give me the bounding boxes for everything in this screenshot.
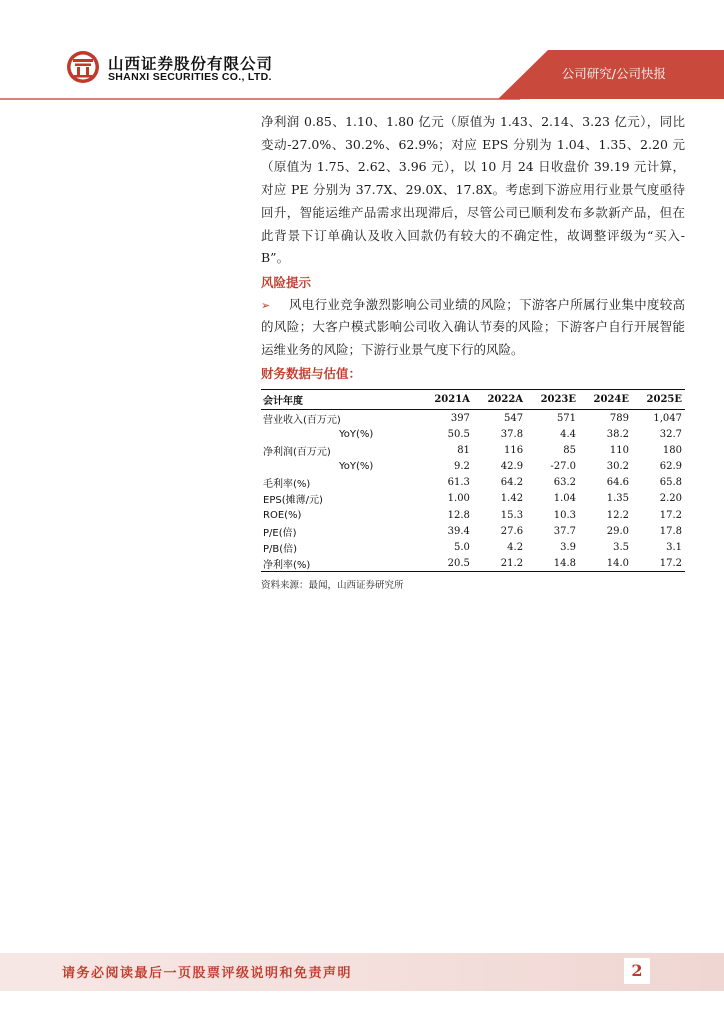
risk-paragraph xyxy=(261,294,685,362)
table-cell: 37.8 xyxy=(500,428,524,440)
bullet-arrow-icon: ➢ xyxy=(261,298,271,312)
table-header-row xyxy=(261,390,685,410)
table-cell: 50.5 xyxy=(447,428,470,440)
table-cell: 110 xyxy=(609,444,629,456)
table-cell: 2.20 xyxy=(659,493,682,505)
table-cell: 21.2 xyxy=(473,556,526,572)
financial-table xyxy=(261,389,685,572)
report-type-label: 公司研究/公司快报 xyxy=(561,66,666,81)
row-label: P/B(倍) xyxy=(263,544,298,556)
risk-section-title: 风险提示 xyxy=(261,274,312,290)
table-cell: 12.2 xyxy=(606,509,629,521)
table-row xyxy=(261,475,685,491)
column-header: 2022A xyxy=(473,390,526,410)
row-label: EPS(摊薄/元) xyxy=(263,495,323,507)
table-row xyxy=(261,523,685,539)
table-cell: 65.8 xyxy=(659,477,682,489)
table-row xyxy=(261,442,685,458)
table-cell: 4.4 xyxy=(560,428,577,440)
table-row xyxy=(261,458,685,474)
table-cell: 3.9 xyxy=(560,542,577,554)
table-cell: 789 xyxy=(609,412,629,424)
table-cell: 85 xyxy=(563,444,577,456)
table-cell: 81 xyxy=(457,444,470,456)
table-cell: 42.9 xyxy=(500,461,524,473)
table-cell: -27.0 xyxy=(550,461,577,473)
row-label: 营业收入(百万元) xyxy=(263,414,341,426)
table-cell: 32.7 xyxy=(659,428,682,440)
table-body xyxy=(261,410,685,572)
row-label: 净利润(百万元) xyxy=(263,446,331,458)
table-cell: 17.2 xyxy=(632,556,685,572)
column-header: 2025E xyxy=(632,390,685,410)
table-cell: 397 xyxy=(450,412,470,424)
company-name-cn: 山西证券股份有限公司 xyxy=(108,55,274,73)
table-cell: 180 xyxy=(662,444,682,456)
table-cell: 62.9 xyxy=(659,461,682,473)
risk-text: 风电行业竞争激烈影响公司业绩的风险；下游客户所属行业集中度较高的风险；大客户模式影响公司收入确认节奏的风险；下游客户自行开展智能运维业务的风险；下游行业景气度下行的风险。 xyxy=(261,296,685,357)
table-cell: 14.8 xyxy=(526,556,579,572)
table-row xyxy=(261,556,685,572)
table-cell: 1,047 xyxy=(653,412,682,424)
table-cell: 15.3 xyxy=(500,509,524,521)
footer-disclaimer: 请务必阅读最后一页股票评级说明和免责声明 xyxy=(62,966,353,981)
table-cell: 30.2 xyxy=(606,461,629,473)
table-cell: 3.1 xyxy=(666,542,682,554)
table-row xyxy=(261,539,685,555)
company-name-en: SHANXI SECURITIES CO., LTD. xyxy=(108,71,272,83)
valuation-paragraph: 净利润 0.85、1.10、1.80 亿元（原值为 1.43、2.14、3.23 亿元），同比变动-27.0%、30.2%、62.9%；对应 EPS 分别为 1.04、1.35、2.20 元（原值为 1.75、2.62、3.96 元），以 10 月 24 日收盘价 39.19 元计算，对应 PE 分别为 37.7X、29.0X、17.8X。考虑到下游应用行业景气度亟待回升，智能运维产品需求出现滞后，尽管公司已顺利发布多款新产品，但在此背景下订单确认及收入回款仍有较大的不确定性，故调整评级为“买入-B”。 xyxy=(261,114,685,266)
row-label: 毛利率(%) xyxy=(263,479,311,491)
table-cell: 1.35 xyxy=(606,493,629,505)
table-cell: 1.00 xyxy=(447,493,470,505)
column-header: 2024E xyxy=(579,390,632,410)
header-banner xyxy=(0,0,724,100)
row-label: YoY(%) xyxy=(339,428,374,440)
table-cell: 14.0 xyxy=(579,556,632,572)
source-note: 资料来源：最闻，山西证券研究所 xyxy=(261,580,404,592)
table-cell: 10.3 xyxy=(553,509,577,521)
table-cell: 12.8 xyxy=(447,509,470,521)
table-cell: 4.2 xyxy=(507,542,524,554)
table-row xyxy=(261,410,685,426)
table-cell: 63.2 xyxy=(553,477,577,489)
table-cell: 5.0 xyxy=(454,542,470,554)
page-header xyxy=(0,0,724,105)
company-logo-icon xyxy=(66,50,100,84)
table-cell: 3.5 xyxy=(613,542,629,554)
row-label: 净利率(%) xyxy=(261,556,420,572)
table-title: 财务数据与估值： xyxy=(261,366,362,382)
column-header: 2021A xyxy=(420,390,473,410)
table-cell: 64.6 xyxy=(606,477,629,489)
column-header: 2023E xyxy=(526,390,579,410)
table-cell: 29.0 xyxy=(606,525,629,537)
column-header: 会计年度 xyxy=(261,390,420,410)
table-cell: 1.04 xyxy=(553,493,577,505)
row-label: ROE(%) xyxy=(263,509,302,521)
main-content xyxy=(261,111,685,591)
row-label: P/E(倍) xyxy=(263,527,297,539)
table-cell: 27.6 xyxy=(500,525,524,537)
table-cell: 571 xyxy=(556,412,577,424)
table-cell: 116 xyxy=(503,444,524,456)
table-cell: 20.5 xyxy=(420,556,473,572)
table-cell: 9.2 xyxy=(454,461,470,473)
table-cell: 38.2 xyxy=(606,428,629,440)
table-cell: 64.2 xyxy=(500,477,524,489)
table-cell: 61.3 xyxy=(447,477,470,489)
page-number: 2 xyxy=(624,958,650,984)
table-row xyxy=(261,491,685,507)
table-row xyxy=(261,426,685,442)
table-cell: 17.8 xyxy=(659,525,682,537)
table-cell: 17.2 xyxy=(659,509,682,521)
table-cell: 1.42 xyxy=(500,493,524,505)
table-row xyxy=(261,507,685,523)
table-cell: 547 xyxy=(503,412,524,424)
table-cell: 37.7 xyxy=(553,525,577,537)
table-cell: 39.4 xyxy=(447,525,470,537)
row-label: YoY(%) xyxy=(339,461,374,473)
